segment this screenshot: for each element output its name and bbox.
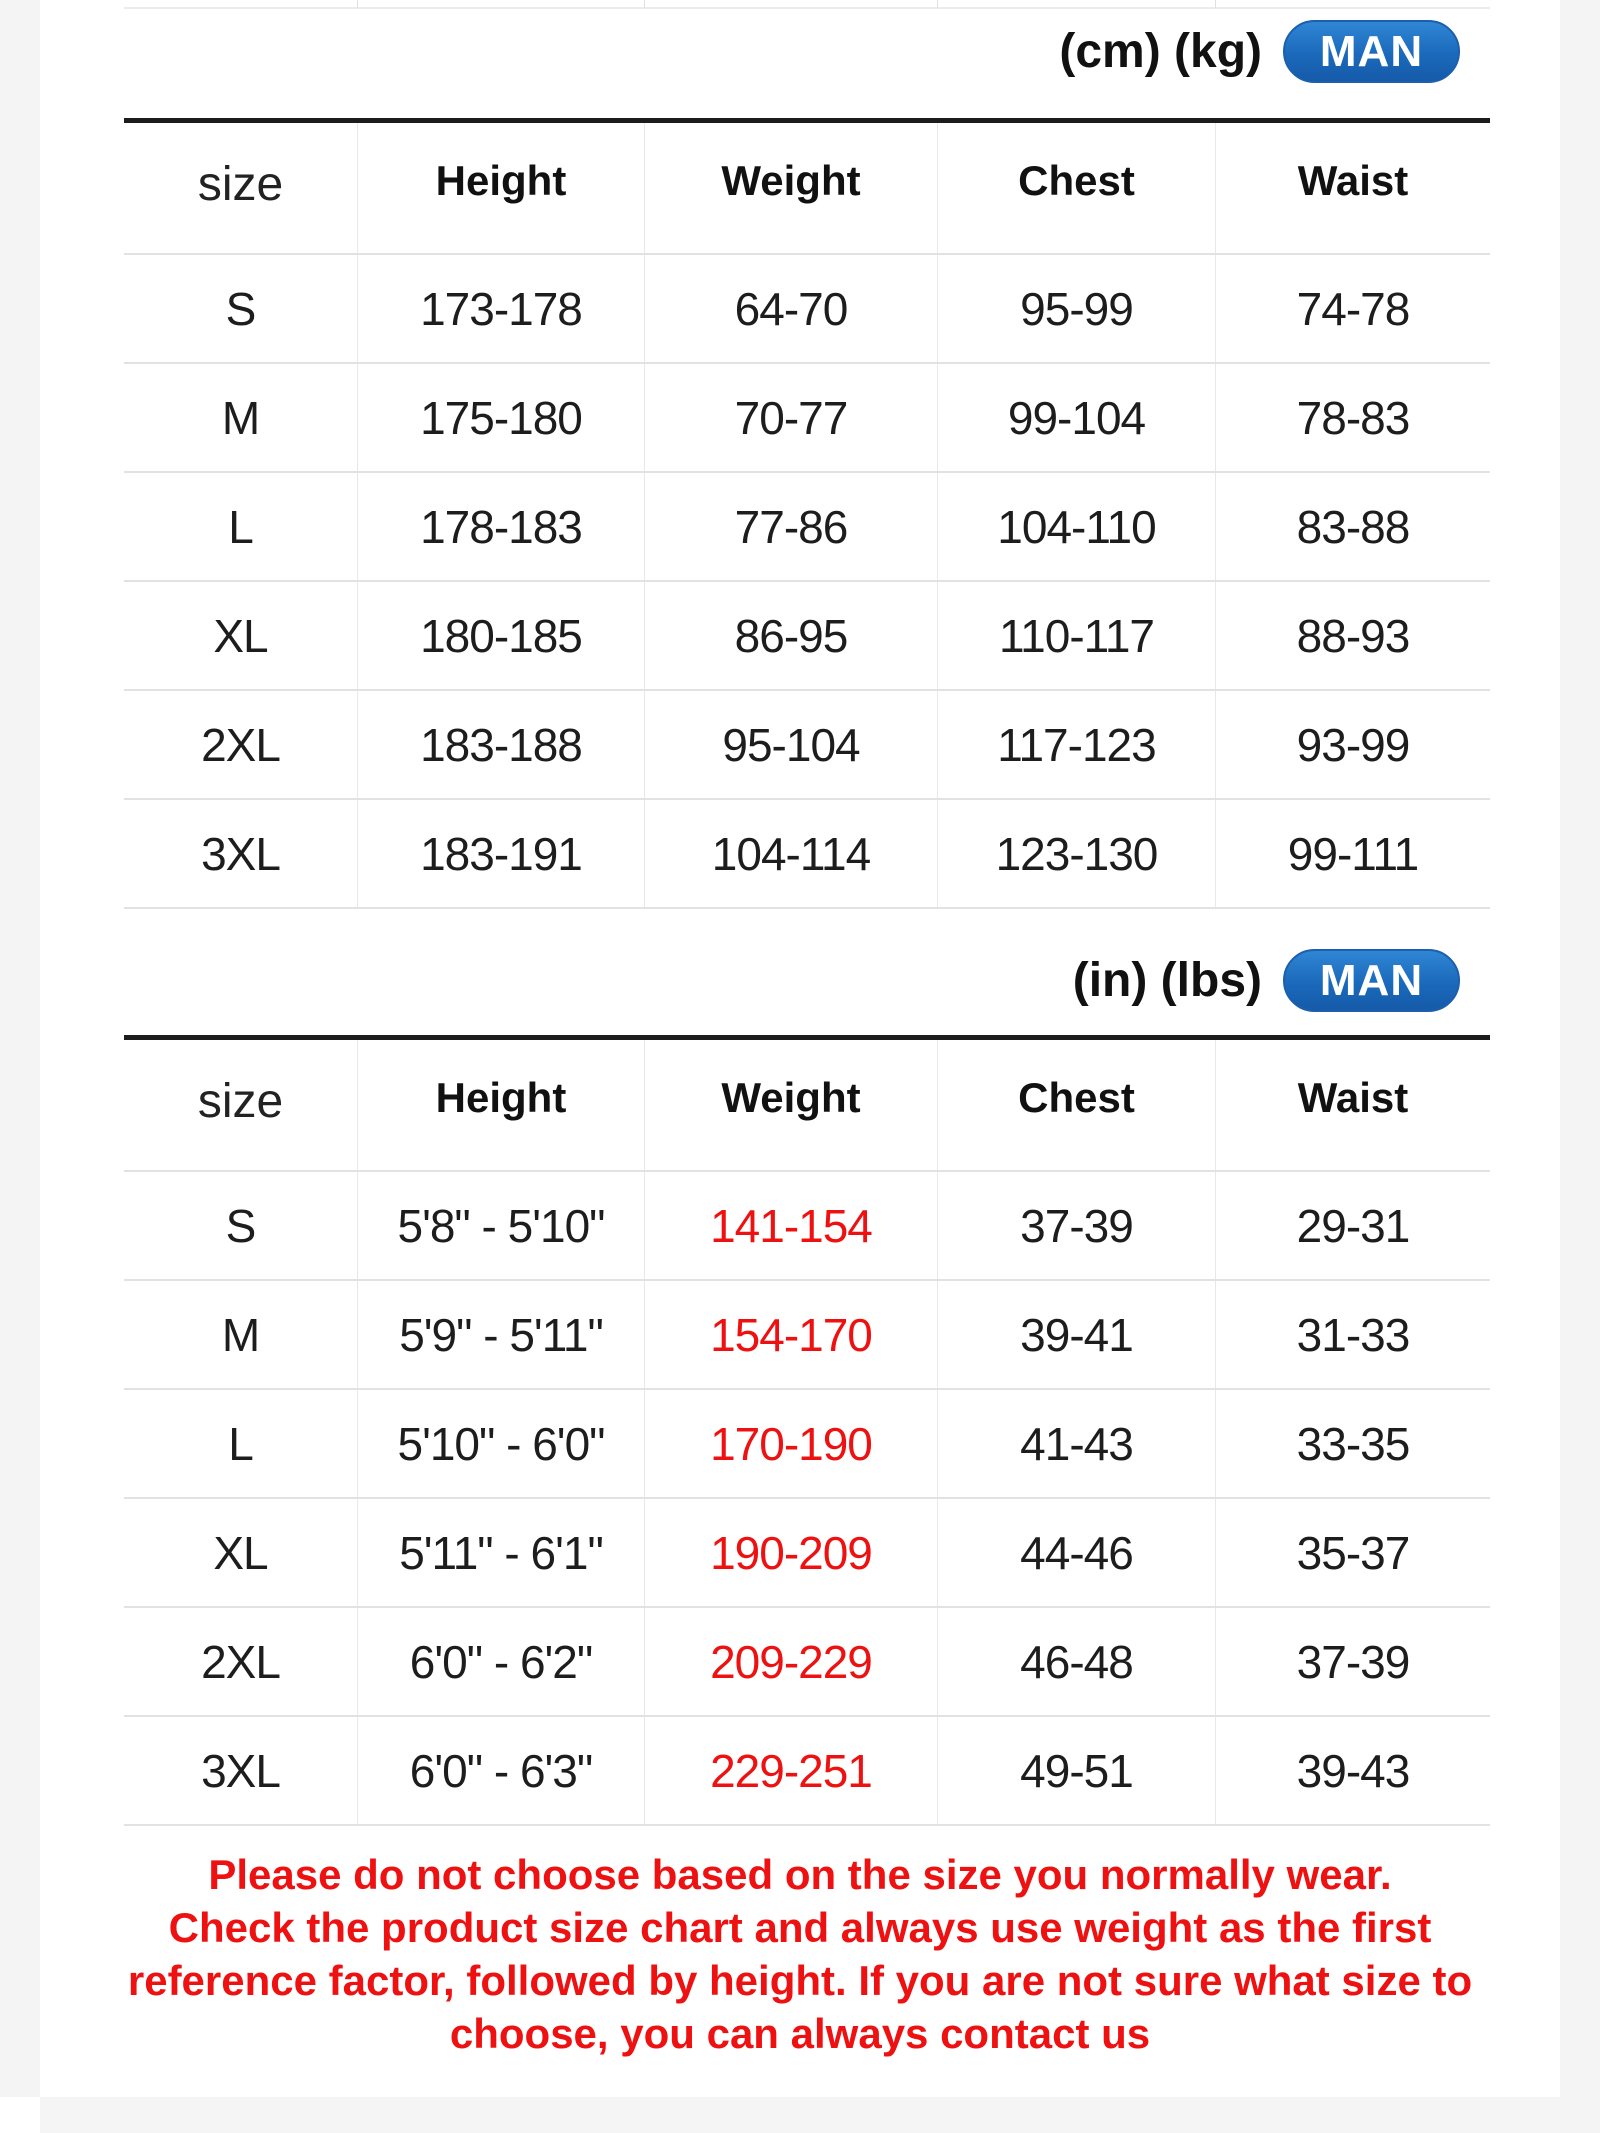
chest-cell: 41-43: [937, 1390, 1215, 1497]
man-badge: MAN: [1283, 20, 1460, 83]
imperial-table-body: [124, 1170, 1490, 1826]
chest-cell: 110-117: [937, 582, 1215, 689]
chest-cell: 37-39: [937, 1172, 1215, 1279]
height-cell: 180-185: [357, 582, 644, 689]
metric-table-body: [124, 253, 1490, 909]
weight-cell: 86-95: [644, 582, 937, 689]
column-header-waist: Waist: [1215, 123, 1490, 253]
imperial-table-caption: [124, 930, 1490, 1035]
size-cell: S: [225, 282, 256, 335]
chest-cell: 44-46: [937, 1499, 1215, 1606]
chest-cell: 46-48: [937, 1608, 1215, 1715]
column-header-size: size: [197, 1075, 284, 1128]
column-header-waist: Waist: [1215, 1040, 1490, 1170]
table-row: [124, 689, 1490, 798]
weight-cell: 170-190: [644, 1390, 937, 1497]
table-row: [124, 798, 1490, 909]
imperial-table-header: [124, 1040, 1490, 1170]
chest-cell: 49-51: [937, 1717, 1215, 1824]
disclaimer-line: choose, you can always contact us: [449, 2010, 1151, 2057]
column-header-height: Height: [357, 123, 644, 253]
column-header-weight: Weight: [644, 123, 937, 253]
disclaimer-text: [0, 1848, 1600, 2060]
size-cell: 2XL: [201, 1635, 280, 1688]
height-cell: 5'9" - 5'11": [357, 1281, 644, 1388]
size-cell: 3XL: [201, 827, 280, 880]
table-row: [124, 1715, 1490, 1826]
page-right-margin: [1560, 0, 1600, 2133]
disclaimer-line: Check the product size chart and always use weight as the first: [168, 1904, 1432, 1951]
waist-cell: 33-35: [1215, 1390, 1490, 1497]
height-cell: 183-191: [357, 800, 644, 907]
waist-cell: 74-78: [1215, 255, 1490, 362]
table-row: [124, 1279, 1490, 1388]
table-row: [124, 1388, 1490, 1497]
column-header-chest: Chest: [937, 123, 1215, 253]
weight-cell: 95-104: [644, 691, 937, 798]
size-cell: 2XL: [201, 718, 280, 771]
height-cell: 5'10" - 6'0": [357, 1390, 644, 1497]
units-label-imperial: (in) (lbs): [1072, 954, 1262, 1007]
height-cell: 173-178: [357, 255, 644, 362]
metric-table-caption: [124, 0, 1490, 118]
chest-cell: 104-110: [937, 473, 1215, 580]
weight-cell: 64-70: [644, 255, 937, 362]
size-cell: XL: [213, 609, 268, 662]
weight-cell: 70-77: [644, 364, 937, 471]
metric-table-header: [124, 123, 1490, 253]
height-cell: 5'11" - 6'1": [357, 1499, 644, 1606]
size-table-imperial: [124, 930, 1490, 1826]
disclaimer-line: reference factor, followed by height. If you are not sure what size to: [127, 1957, 1473, 2004]
waist-cell: 88-93: [1215, 582, 1490, 689]
chest-cell: 99-104: [937, 364, 1215, 471]
waist-cell: 93-99: [1215, 691, 1490, 798]
size-cell: XL: [213, 1526, 268, 1579]
weight-cell: 154-170: [644, 1281, 937, 1388]
height-cell: 6'0" - 6'3": [357, 1717, 644, 1824]
page-bottom-margin: [40, 2097, 1560, 2133]
table-row: [124, 253, 1490, 362]
table-row: [124, 471, 1490, 580]
height-cell: 6'0" - 6'2": [357, 1608, 644, 1715]
table-row: [124, 1606, 1490, 1715]
units-label-metric: (cm) (kg): [1059, 25, 1262, 78]
table-row: [124, 1170, 1490, 1279]
waist-cell: 78-83: [1215, 364, 1490, 471]
height-cell: 5'8" - 5'10": [357, 1172, 644, 1279]
waist-cell: 37-39: [1215, 1608, 1490, 1715]
weight-cell: 141-154: [644, 1172, 937, 1279]
column-header-height: Height: [357, 1040, 644, 1170]
waist-cell: 31-33: [1215, 1281, 1490, 1388]
waist-cell: 83-88: [1215, 473, 1490, 580]
chest-cell: 117-123: [937, 691, 1215, 798]
table-row: [124, 1497, 1490, 1606]
weight-cell: 209-229: [644, 1608, 937, 1715]
table-row: [124, 362, 1490, 471]
chest-cell: 123-130: [937, 800, 1215, 907]
waist-cell: 29-31: [1215, 1172, 1490, 1279]
table-row: [124, 580, 1490, 689]
height-cell: 183-188: [357, 691, 644, 798]
page-left-margin: [0, 0, 40, 2097]
size-cell: S: [225, 1199, 256, 1252]
column-header-weight: Weight: [644, 1040, 937, 1170]
size-cell: L: [228, 500, 253, 553]
weight-cell: 77-86: [644, 473, 937, 580]
waist-cell: 39-43: [1215, 1717, 1490, 1824]
size-cell: M: [221, 391, 260, 444]
column-header-chest: Chest: [937, 1040, 1215, 1170]
height-cell: 175-180: [357, 364, 644, 471]
size-cell: L: [228, 1417, 253, 1470]
column-header-size: size: [197, 158, 284, 211]
weight-cell: 190-209: [644, 1499, 937, 1606]
size-cell: 3XL: [201, 1744, 280, 1797]
size-table-metric: [124, 0, 1490, 909]
disclaimer-line: Please do not choose based on the size you normally wear.: [208, 1851, 1392, 1898]
height-cell: 178-183: [357, 473, 644, 580]
chest-cell: 95-99: [937, 255, 1215, 362]
waist-cell: 99-111: [1215, 800, 1490, 907]
man-badge: MAN: [1283, 949, 1460, 1012]
waist-cell: 35-37: [1215, 1499, 1490, 1606]
chest-cell: 39-41: [937, 1281, 1215, 1388]
size-cell: M: [221, 1308, 260, 1361]
weight-cell: 229-251: [644, 1717, 937, 1824]
weight-cell: 104-114: [644, 800, 937, 907]
